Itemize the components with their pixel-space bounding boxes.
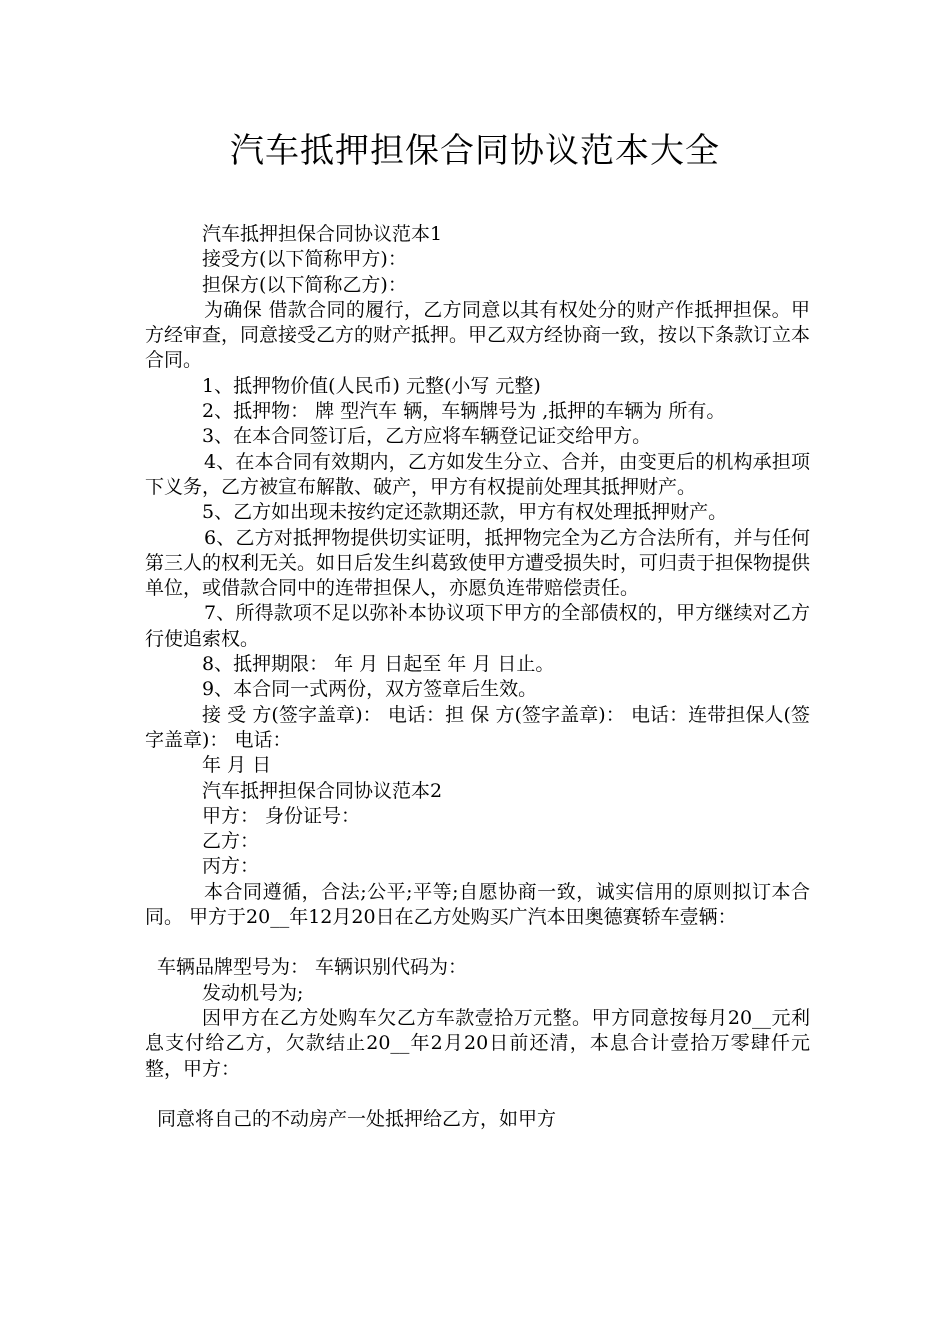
date-line: 年 月 日 [202,754,272,777]
clause-9: 9、本合同一式两份，双方签章后生效。 [202,678,538,701]
section-heading-1: 汽车抵押担保合同协议范本1 [202,223,443,245]
mortgage-property-line: 同意将自己的不动房产一处抵押给乙方，如甲方 [157,1107,557,1130]
clause-6: 6、乙方对抵押物提供切实证明，抵押物完全为乙方合法所有，并与任何第三人的权利无关。如日后发生纠葛致使甲方遭受损失时，可归责于担保物提供单位，或借款合同中的连带担保人，亦愿负连带赔偿责任。 [145,526,811,600]
clause-8: 8、抵押期限： 年 月 日起至 年 月 日止。 [202,653,555,676]
party-b-line-2: 乙方： [202,830,260,853]
debt-paragraph: 因甲方在乙方处购车欠乙方车款壹拾万元整。甲方同意按每月20__元利息支付给乙方，欠款结止20__年2月20日前还清，本息合计壹拾万零肆仟元整，甲方： [145,1006,810,1080]
clause-4: 4、在本合同有效期内，乙方如发生分立、合并，由变更后的机构承担项下义务，乙方被宣布解散、破产，甲方有权提前处理其抵押财产。 [145,450,810,498]
clause-2: 2、抵押物： 牌 型汽车 辆，车辆牌号为 ,抵押的车辆为 所有。 [202,400,726,423]
party-a-id-line: 甲方： 身份证号： [202,804,361,827]
vehicle-model-line: 车辆品牌型号为： 车辆识别代码为： [157,956,468,979]
party-a-line: 接受方(以下简称甲方)： [202,248,407,271]
clause-5: 5、乙方如出现未按约定还款期还款，甲方有权处理抵押财产。 [202,501,728,524]
party-b-line: 担保方(以下简称乙方)： [202,273,407,296]
principle-paragraph: 本合同遵循，合法;公平;平等;自愿协商一致，诚实信用的原则拟订本合同。 甲方于20__年12月20日在乙方处购买广汽本田奥德赛轿车壹辆： [145,880,810,929]
preamble-paragraph: 为确保 借款合同的履行，乙方同意以其有权处分的财产作抵押担保。甲方经审查，同意接受乙方的财产抵押。甲乙双方经协商一致，按以下条款订立本合同。 [145,298,811,372]
signature-line: 接 受 方(签字盖章)： 电话：担 保 方(签字盖章)： 电话：连带担保人(签字盖章)： 电话： [145,703,810,751]
document-body [145,222,810,1132]
party-c-line: 丙方： [202,855,260,878]
blank-line [145,930,810,955]
section-heading-2: 汽车抵押担保合同协议范本2 [202,779,443,802]
engine-number-line: 发动机号为; [202,981,304,1004]
clause-7: 7、所得款项不足以弥补本协议项下甲方的全部债权的，甲方继续对乙方行使追索权。 [145,602,810,650]
clause-1: 1、抵押物价值(人民币) 元整(小写 元整) [202,374,541,397]
blank-line-2 [145,1082,810,1107]
document-title: 汽车抵押担保合同协议范本大全 [230,131,720,171]
clause-3: 3、在本合同签订后，乙方应将车辆登记证交给甲方。 [202,425,652,448]
